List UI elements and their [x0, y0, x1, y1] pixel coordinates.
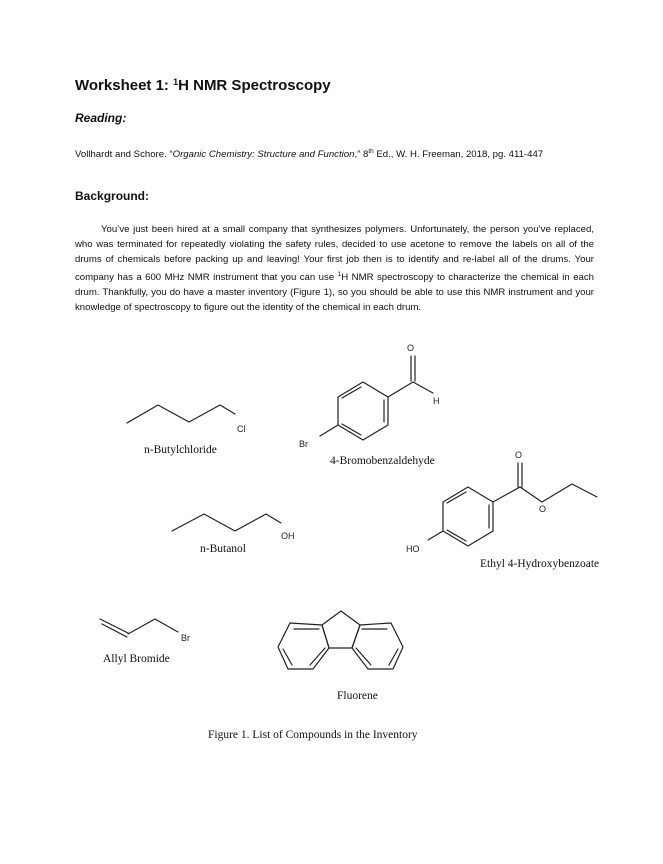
- compound-label: Allyl Bromide: [103, 653, 170, 665]
- figure-caption: Figure 1. List of Compounds in the Inventory: [208, 729, 418, 741]
- reading-reference: Vollhardt and Schore. “Organic Chemistry: Structure and Function,” 8th Ed., W. H. Freeman, 2018, pg. 411-447: [75, 148, 544, 160]
- n-butanol-structure: [172, 514, 295, 541]
- svg-text:HO: HO: [406, 544, 420, 554]
- n-butylchloride-structure: [127, 405, 246, 434]
- bromobenzaldehyde-structure: [299, 343, 440, 449]
- svg-text:Cl: Cl: [237, 424, 246, 434]
- svg-text:O: O: [407, 343, 415, 353]
- page-title: Worksheet 1: $^1$H NMR Spectroscopy: [75, 77, 331, 94]
- reading-heading: Reading:: [75, 111, 127, 125]
- svg-text:H: H: [433, 396, 440, 406]
- background-paragraph: You’ve just been hired at a small company that synthesizes polymers. Unfortunately, the person you’ve replaced, who was terminated for repeatedly violating the safety rules, decided to use acetone to remove the labels on all of the drums of chemicals before packing up and leaving! Your first job then is to identify and re-label all of the drums. Your company has a 600 MHz NMR instrument that you can use $^1$H NMR spectroscopy to characterize the chemical in each drum. Thankfully, you do have a master inventory (Figure 1), so you should be able to use this NMR instrument and your knowledge of spectroscopy to figure out the identity of the chemical in each drum.: [75, 224, 594, 313]
- fluorene-structure: [278, 611, 403, 669]
- svg-text:Br: Br: [181, 633, 190, 643]
- allyl-bromide-structure: [100, 619, 190, 643]
- background-heading: Background:: [75, 189, 150, 203]
- svg-text:Br: Br: [299, 439, 308, 449]
- svg-text:O: O: [539, 504, 547, 514]
- svg-text:O: O: [515, 450, 523, 460]
- compound-label: n-Butanol: [200, 543, 246, 555]
- compound-label: Fluorene: [337, 690, 378, 702]
- svg-text:OH: OH: [281, 531, 295, 541]
- compound-label: Ethyl 4-Hydroxybenzoate: [480, 558, 600, 570]
- compound-label: n-Butylchloride: [144, 444, 217, 456]
- compound-label: 4-Bromobenzaldehyde: [330, 455, 435, 467]
